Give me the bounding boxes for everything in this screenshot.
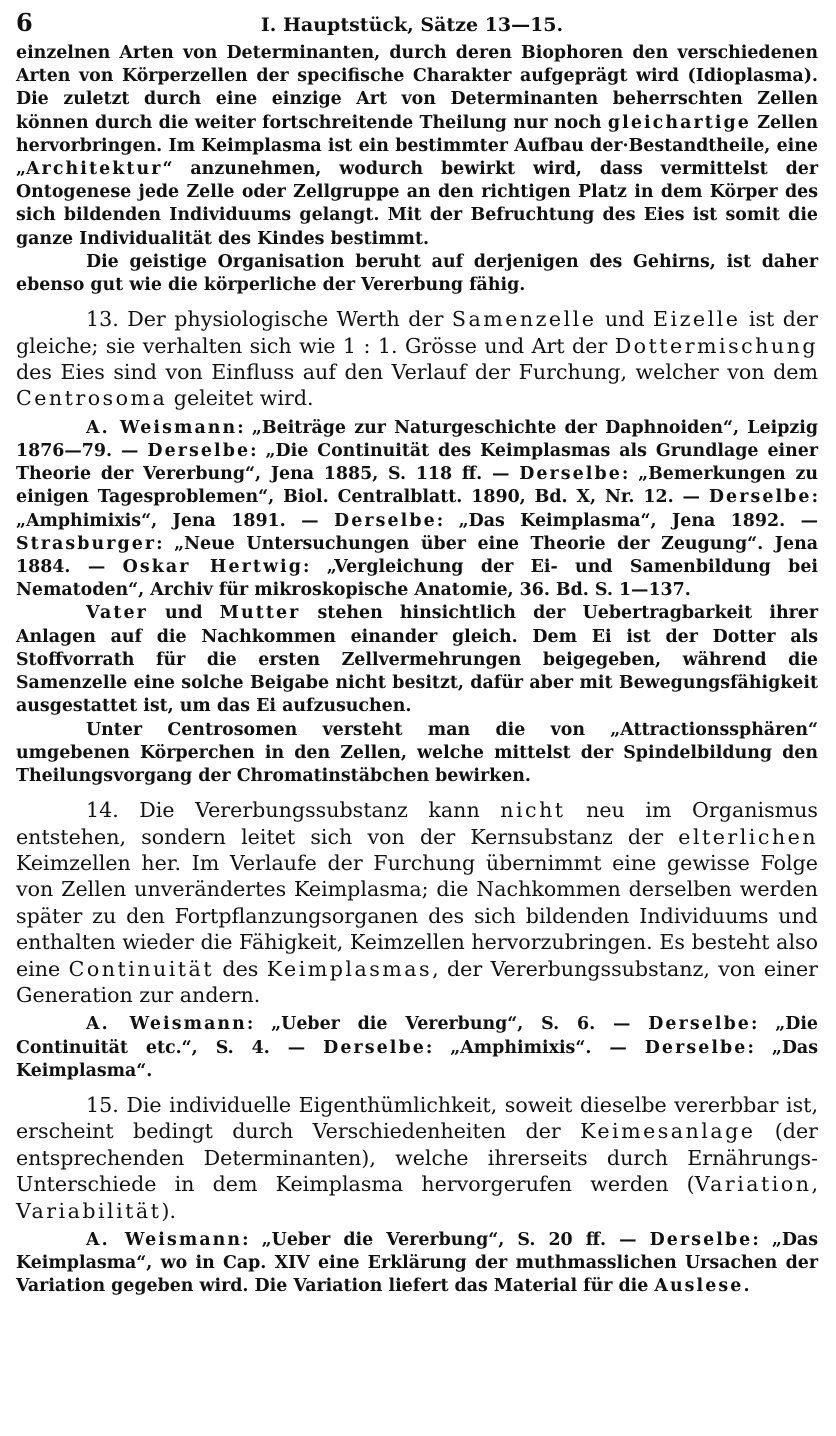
- references-13-text: A. Weismann: „Beiträge zur Naturgeschichte der Daphnoiden“, Leipzig 1876—79. — Derselbe: „Die Continuität des Keimplasmas als Grundlage einer Theorie der Vererbung“, Jena 1885, S. 118 ff. — Derselbe: „Bemerkungen zu einigen Tagesproblemen“, Biol. Centralblatt. 1890, Bd. X, Nr. 12. — Derselbe: „Amphimixis“, Jena 1891. — Derselbe: „Das Keimplasma“, Jena 1892. — Strasburger: „Neue Untersuchungen über eine Theorie der Zeugung“. Jena 1884. — Oskar Hertwig: „Vergleichung der Ei- und Samenbildung bei Nematoden“, Archiv für mikroskopische Anatomie, 36. Bd. S. 1—137.: [16, 417, 819, 601]
- thesis-15: [16, 1092, 818, 1224]
- references-14: [16, 1013, 818, 1083]
- thesis-15-text: 15. Die individuelle Eigenthümlichkeit, soweit dieselbe vererbbar ist, erscheint bedingt durch Verschiedenheiten der Keimesanlage (der entsprechenden Determinanten), welche ihrerseits durch Ernährungs-Unterschiede in dem Keimplasma hervorgerufen werden (Variation, Variabilität).: [16, 1092, 819, 1223]
- page-number: 6: [16, 8, 33, 37]
- references-13: [16, 417, 818, 788]
- references-14-text: A. Weismann: „Ueber die Vererbung“, S. 6. — Derselbe: „Die Continuität etc.“, S. 4. — Derselbe: „Amphimixis“. — Derselbe: „Das Keimplasma“.: [16, 1014, 818, 1081]
- intro-paragraph-2: Die geistige Organisation beruht auf derjenigen des Gehirns, ist daher ebenso gut wie die körperliche der Vererbung fähig.: [16, 251, 818, 296]
- running-title: I. Hauptstück, Sätze 13—15.: [260, 14, 564, 36]
- references-15: [16, 1229, 818, 1299]
- note-13-parents: Vater und Mutter stehen hinsichtlich der Uebertragbarkeit ihrer Anlagen auf die Nachkommen einander gleich. Dem Ei ist der Dotter als Stoffvorrath für die ersten Zellvermehrungen beigegeben, während die Samenzelle eine solche Beigabe nicht besitzt, dafür aber mit Bewegungsfähigkeit ausgestattet ist, um das Ei aufzusuchen.: [16, 603, 818, 717]
- thesis-13: [16, 306, 818, 412]
- thesis-14: [16, 797, 818, 1008]
- thesis-14-text: 14. Die Vererbungssubstanz kann nicht neu im Organismus entstehen, sondern leitet sich von der Kernsubstanz der elterlichen Keimzellen her. Im Verlaufe der Furchung übernimmt eine gewisse Folge von Zellen unverändertes Keimplasma; die Nachkommen derselben werden später zu den Fortpflanzungsorganen des sich bildenden Individuums und enthalten wieder die Fähigkeit, Keimzellen hervorzubringen. Es besteht also eine Continuität des Keimplasmas, der Vererbungssubstanz, von einer Generation zur andern.: [16, 798, 818, 1007]
- intro-block: [16, 42, 818, 297]
- note-13-centrosomes: Unter Centrosomen versteht man die von „Attractionssphären“ umgebenen Körperchen in den Zellen, welche mittelst der Spindelbildung den Theilungsvorgang der Chromatinstäbchen bewirken.: [16, 719, 818, 786]
- intro-paragraph: einzelnen Arten von Determinanten, durch deren Biophoren den verschiedenen Arten von Körperzellen der specifische Charakter aufgeprägt wird (Idioplasma). Die zuletzt durch eine einzige Art von Determinanten beherrschten Zellen können durch die weiter fortschreitende Theilung nur noch gleichartige Zellen hervorbringen. Im Keimplasma ist ein bestimmter Aufbau der·Bestandtheile, eine „Architektur“ anzunehmen, wodurch bewirkt wird, dass vermittelst der Ontogenese jede Zelle oder Zellgruppe an den richtigen Platz in dem Körper des sich bildenden Individuums gelangt. Mit der Befruchtung des Eies ist somit die ganze Individualität des Kindes bestimmt.: [16, 43, 818, 249]
- page-header: [16, 8, 818, 42]
- thesis-13-text: 13. Der physiologische Werth der Samenzelle und Eizelle ist der gleiche; sie verhalten sich wie 1 : 1. Grösse und Art der Dottermischung des Eies sind von Einfluss auf den Verlauf der Furchung, welcher von dem Centrosoma geleitet wird.: [16, 307, 818, 411]
- references-15-text: A. Weismann: „Ueber die Vererbung“, S. 20 ff. — Derselbe: „Das Keimplasma“, wo in Cap. XIV eine Erklärung der muthmasslichen Ursachen der Variation gegeben wird. Die Variation liefert das Material für die Auslese.: [16, 1230, 818, 1297]
